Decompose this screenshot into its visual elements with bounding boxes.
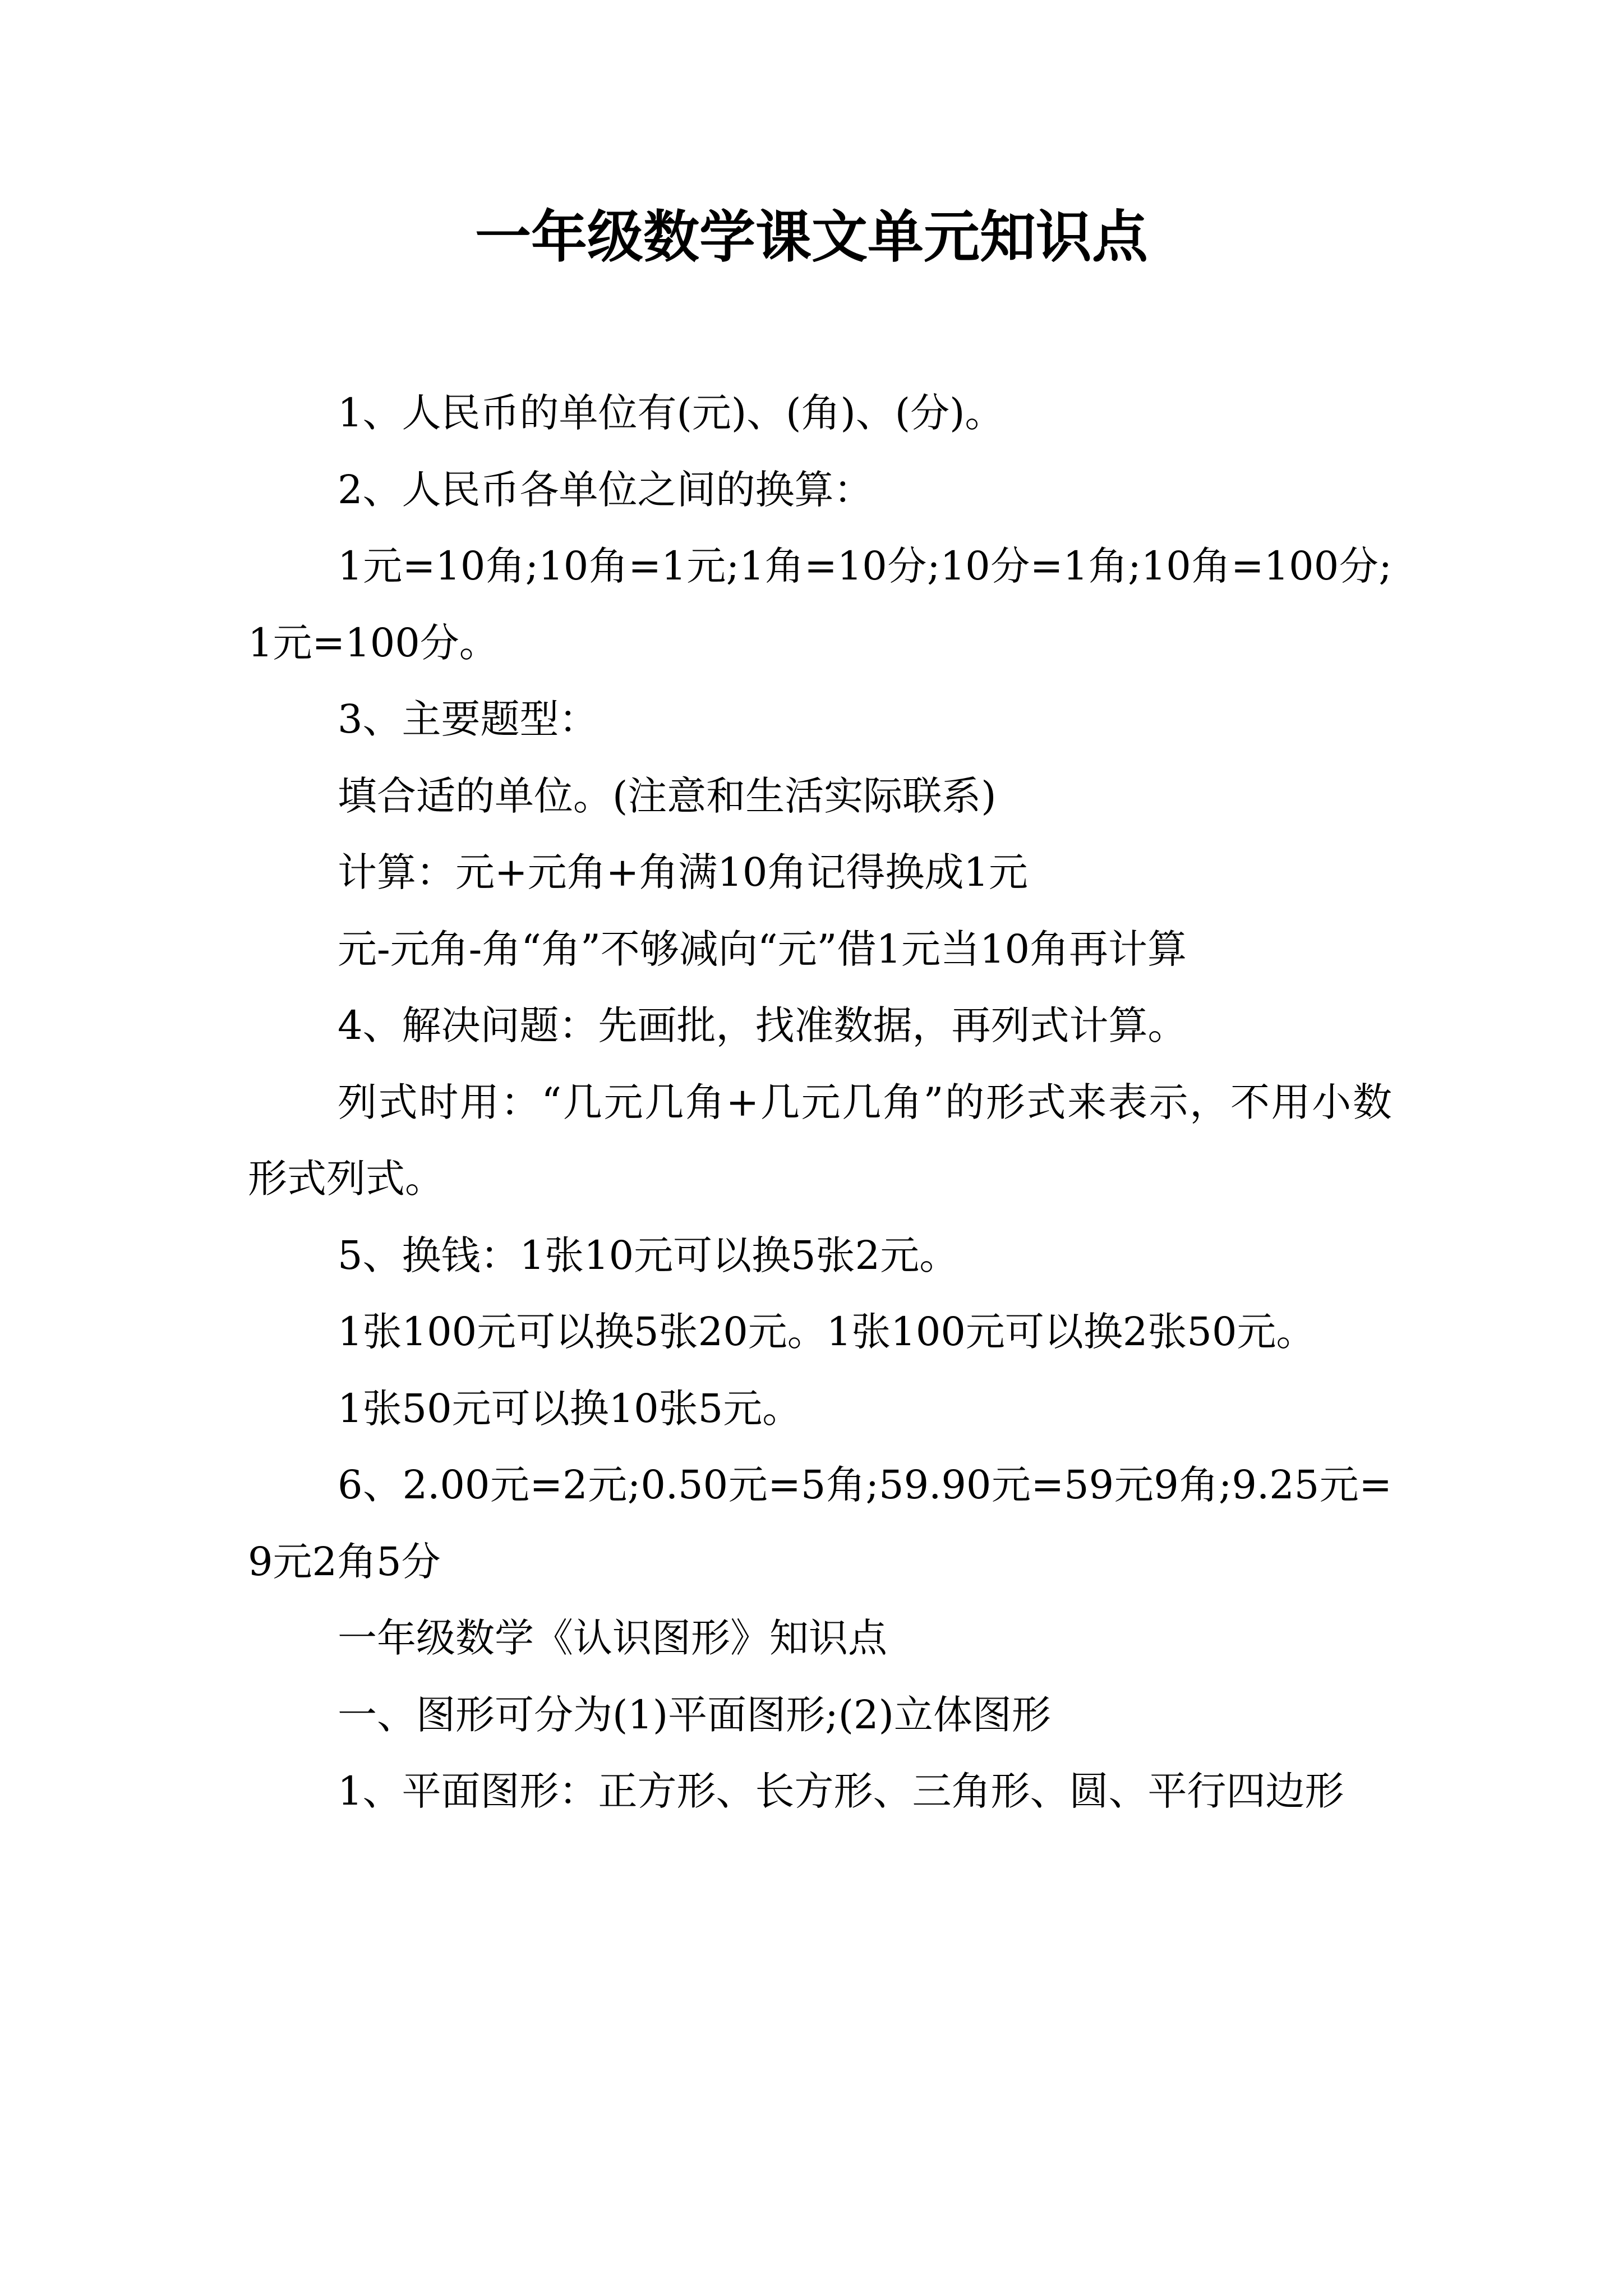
paragraph: 一、图形可分为(1)平面图形;(2)立体图形 bbox=[338, 1691, 1051, 1738]
document-body bbox=[248, 375, 1392, 1830]
paragraph: 1张100元可以换5张20元。1张100元可以换2张50元。 bbox=[338, 1309, 1316, 1355]
paragraph: 3、主要题型： bbox=[338, 696, 598, 742]
paragraph: 元-元角-角“角”不够减向“元”借1元当10角再计算 bbox=[338, 926, 1187, 972]
paragraph: 5、换钱：1张10元可以换5张2元。 bbox=[338, 1232, 959, 1278]
paragraph: 2、人民币各单位之间的换算： bbox=[338, 466, 873, 513]
paragraph: 填合适的单位。(注意和生活实际联系) bbox=[338, 772, 997, 819]
paragraph: 1张50元可以换10张5元。 bbox=[338, 1385, 802, 1432]
paragraph: 1、人民币的单位有(元)、(角)、(分)。 bbox=[338, 390, 1004, 436]
paragraph: 1、平面图形：正方形、长方形、三角形、圆、平行四边形 bbox=[338, 1768, 1344, 1814]
section-heading: 一年级数学《认识图形》知识点 bbox=[338, 1615, 887, 1661]
paragraph: 4、解决问题：先画批，找准数据，再列式计算。 bbox=[338, 1002, 1187, 1048]
document-title: 一年级数学课文单元知识点 bbox=[475, 204, 1148, 270]
paragraph: 计算：元+元角+角满10角记得换成1元 bbox=[338, 849, 1028, 895]
paragraph: 6、2.00元=2元;0.50元=5角;59.90元=59元9角;9.25元=9元2角5分 bbox=[248, 1462, 1392, 1585]
paragraph: 列式时用：“几元几角+几元几角”的形式来表示，不用小数形式列式。 bbox=[248, 1079, 1392, 1202]
paragraph: 1元=10角;10角=1元;1角=10分;10分=1角;10角=100分;1元=100分。 bbox=[248, 543, 1392, 666]
